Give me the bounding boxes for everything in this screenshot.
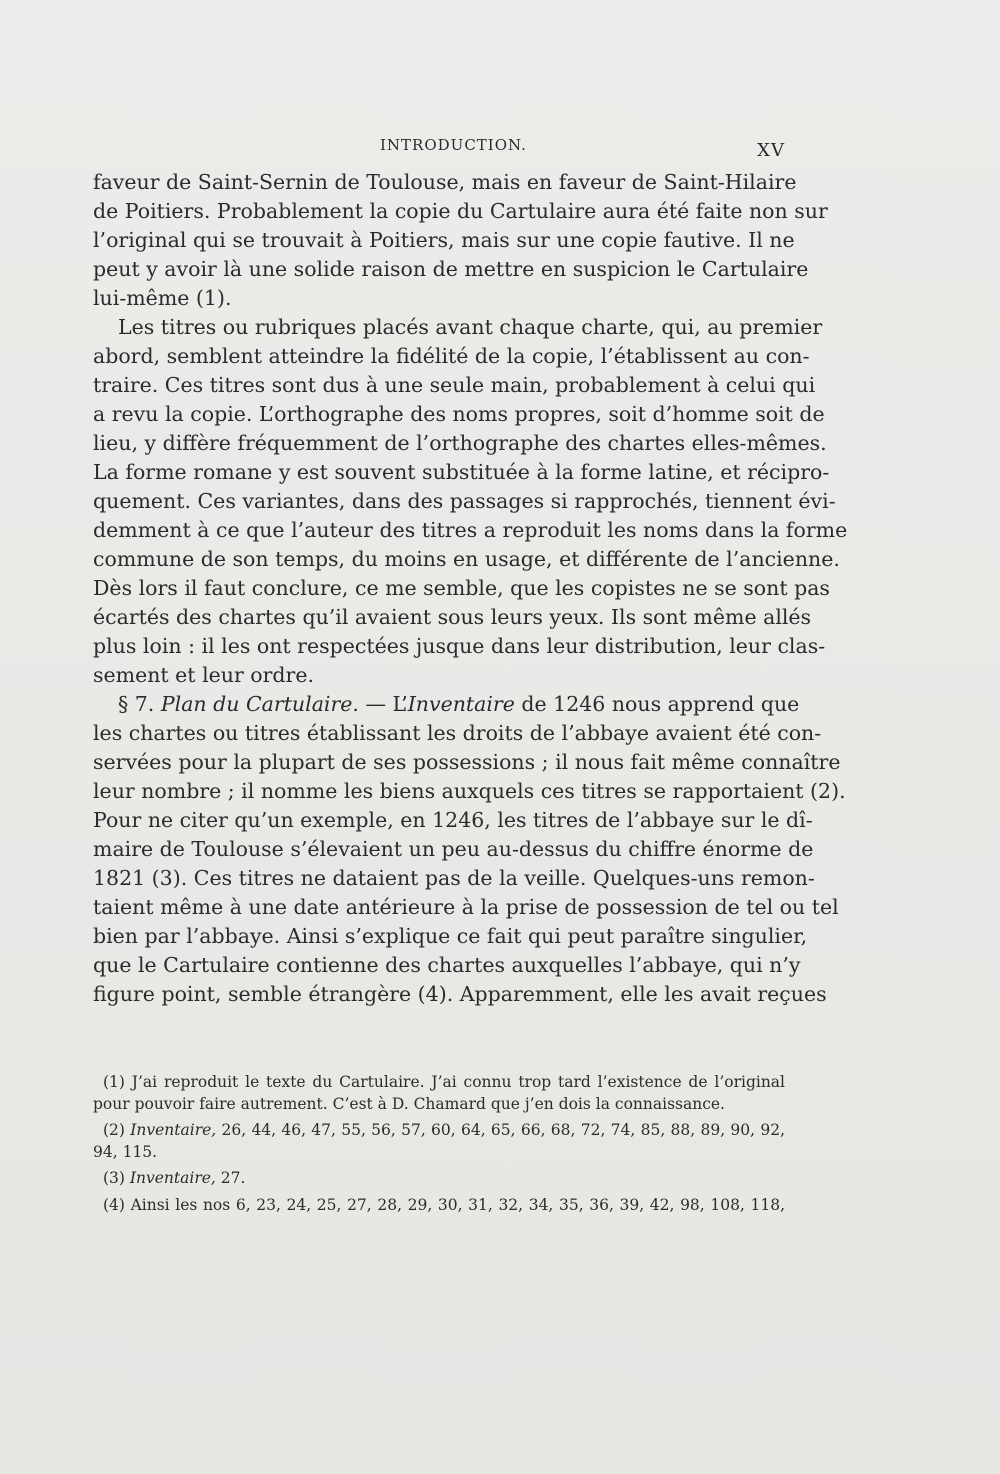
text-line: a revu la copie. L’orthographe des noms propres, soit d’homme soit de xyxy=(93,402,825,426)
text-line: Les titres ou rubriques placés avant chaque charte, qui, au premier xyxy=(118,315,823,339)
footnotes xyxy=(93,1072,785,1216)
footnote-2-text: 26, 44, 46, 47, 55, 56, 57, 60, 64, 65, 66, 68, 72, 74, 85, 88, 89, 90, 92, xyxy=(216,1121,785,1139)
footnote-3-label: Inventaire, xyxy=(129,1169,216,1187)
text-line: Pour ne citer qu’un exemple, en 1246, les titres de l’abbaye sur le dî- xyxy=(93,808,813,832)
page-number: XV xyxy=(757,140,785,161)
text-line: écartés des chartes qu’il avaient sous leurs yeux. Ils sont même allés xyxy=(93,605,812,629)
running-title: INTRODUCTION. xyxy=(380,136,527,154)
page-header xyxy=(93,136,785,166)
main-text xyxy=(93,168,848,1009)
dash-text: — L’ xyxy=(358,692,408,716)
footnote-3-text: 27. xyxy=(215,1169,246,1187)
inventaire-title: Inventaire xyxy=(407,692,515,716)
footnote-3-number: (3) xyxy=(103,1169,130,1187)
text-line: leur nombre ; il nomme les biens auxquels ces titres se rapportaient (2). xyxy=(93,779,846,803)
text-line: bien par l’abbaye. Ainsi s’explique ce fait qui peut paraître singulier, xyxy=(93,924,808,948)
text-line: taient même à une date antérieure à la prise de possession de tel ou tel xyxy=(93,895,839,919)
section-heading-line xyxy=(93,690,800,719)
text-line: faveur de Saint-Sernin de Toulouse, mais en faveur de Saint-Hilaire xyxy=(93,170,797,194)
text-line: les chartes ou titres établissant les droits de l’abbaye avaient été con- xyxy=(93,721,822,745)
text-line: commune de son temps, du moins en usage, et différente de l’ancienne. xyxy=(93,547,840,571)
footnote-1-line: pour pouvoir faire autrement. C’est à D. Chamard que j’en dois la connaissance. xyxy=(93,1094,725,1113)
text-line: abord, semblent atteindre la fidélité de la copie, l’établissent au con- xyxy=(93,344,810,368)
text-line: que le Cartulaire contienne des chartes auxquelles l’abbaye, qui n’y xyxy=(93,953,801,977)
text-line: maire de Toulouse s’élevaient un peu au-dessus du chiffre énorme de xyxy=(93,837,814,861)
text-line: 1821 (3). Ces titres ne dataient pas de la veille. Quelques-uns remon- xyxy=(93,866,815,890)
text-line: sement et leur ordre. xyxy=(93,663,314,687)
text-line: lui-même (1). xyxy=(93,286,232,310)
footnote-4-line: (4) Ainsi les nos 6, 23, 24, 25, 27, 28, 29, 30, 31, 32, 34, 35, 36, 39, 42, 98, 108, 118, xyxy=(103,1195,785,1214)
text-line: peut y avoir là une solide raison de mettre en suspicion le Cartulaire xyxy=(93,257,809,281)
text-line: lieu, y diffère fréquemment de l’orthographe des chartes elles-mêmes. xyxy=(93,431,827,455)
text-line: quement. Ces variantes, dans des passages si rapprochés, tiennent évi- xyxy=(93,489,836,513)
text-line: demment à ce que l’auteur des titres a reproduit les noms dans la forme xyxy=(93,518,848,542)
text-line: servées pour la plupart de ses possessions ; il nous fait même connaître xyxy=(93,750,841,774)
footnote-2-line xyxy=(93,1120,785,1142)
text-line: Dès lors il faut conclure, ce me semble, que les copistes ne se sont pas xyxy=(93,576,830,600)
text-line: plus loin : il les ont respectées jusque dans leur distribution, leur clas- xyxy=(93,634,826,658)
line-rest: de 1246 nous apprend que xyxy=(514,692,800,716)
section-title: Plan du Cartulaire. xyxy=(160,692,359,716)
footnote-2-label: Inventaire, xyxy=(130,1121,217,1139)
text-line: l’original qui se trouvait à Poitiers, mais sur une copie fautive. Il ne xyxy=(93,228,795,252)
footnote-3-line xyxy=(93,1168,785,1190)
text-line: figure point, semble étrangère (4). Apparemment, elle les avait reçues xyxy=(93,982,827,1006)
text-line: La forme romane y est souvent substituée à la forme latine, et récipro- xyxy=(93,460,830,484)
text-line: traire. Ces titres sont dus à une seule main, probablement à celui qui xyxy=(93,373,816,397)
footnote-2-number: (2) xyxy=(103,1121,131,1139)
section-mark: § 7. xyxy=(118,692,155,716)
text-line: de Poitiers. Probablement la copie du Cartulaire aura été faite non sur xyxy=(93,199,828,223)
footnote-1-line: (1) J’ai reproduit le texte du Cartulaire. J’ai connu trop tard l’existence de l’original xyxy=(103,1073,785,1091)
footnote-2-line: 94, 115. xyxy=(93,1142,158,1161)
